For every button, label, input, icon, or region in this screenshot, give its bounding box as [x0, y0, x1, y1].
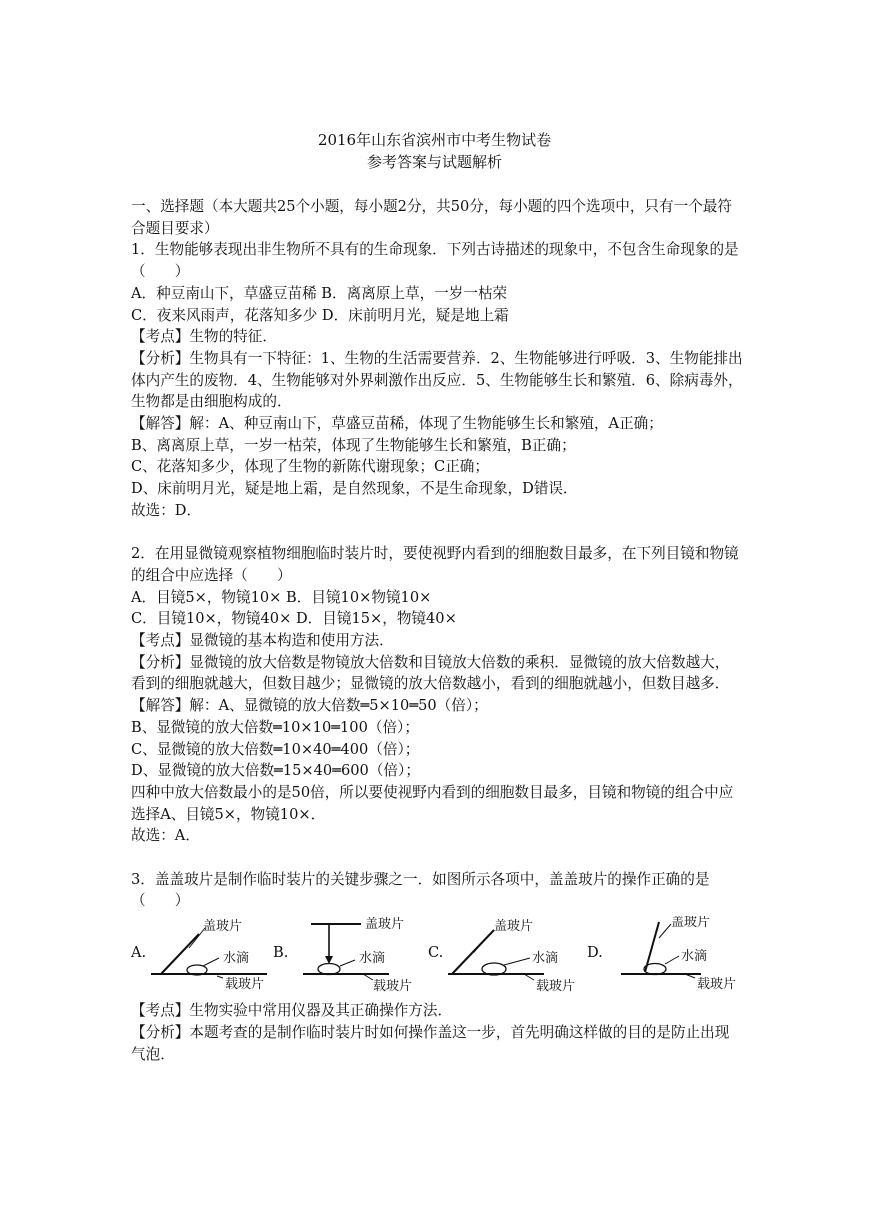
slide-label: 载玻片 — [697, 977, 737, 993]
q2-jieda-3: C、显微镜的放大倍数═10×40═400（倍）； — [131, 740, 420, 758]
q1-jieda-4: D、床前明月光，疑是地上霜，是自然现象，不是生命现象，D错误． — [131, 480, 578, 498]
spacer — [131, 522, 743, 544]
q2-options-line1: A．目镜5×，物镜10× B．目镜10×物镜10× — [131, 588, 432, 606]
option-letter: D. — [587, 944, 603, 962]
q1-jieda-2: B、离离原上草，一岁一枯荣，体现了生物能够生长和繁殖，B正确； — [131, 436, 576, 454]
q3-kaodian: 【考点】生物实验中常用仪器及其正确操作方法． — [131, 1002, 453, 1020]
q2-answer: 故选：A． — [131, 827, 200, 845]
coverslip-diagram-d — [601, 916, 746, 996]
coverslip-label: 盖玻片 — [365, 917, 405, 933]
q2-fenxi: 【分析】显微镜的放大倍数是物镜放大倍数和目镜放大倍数的乘积．显微镜的放大倍数越大，看到的细胞就越大，但数目越少；显微镜的放大倍数越小，看到的细胞就越小，但数目越多． — [131, 653, 730, 693]
q2-jieda-4: D、显微镜的放大倍数═15×40═600（倍）； — [131, 762, 420, 780]
slide-label: 载玻片 — [225, 977, 265, 993]
q1-stem: 1．生物能够表现出非生物所不具有的生命现象．下列古诗描述的现象中，不包含生命现象的是（ ） — [131, 241, 739, 281]
slide-label: 载玻片 — [373, 979, 413, 995]
q3-figure-option-d — [587, 916, 747, 996]
q1-kaodian: 【考点】生物的特征． — [131, 328, 277, 346]
q2-options-line2: C．目镜10×，物镜40× D．目镜15×，物镜40× — [131, 610, 457, 628]
q1-jieda-1: 【解答】解：A、种豆南山下，草盛豆苗稀，体现了生物能够生长和繁殖，A正确； — [131, 415, 663, 433]
q1-options-line2: C．夜来风雨声，花落知多少 D．床前明月光，疑是地上霜 — [131, 306, 509, 324]
q3-fenxi: 【分析】本题考查的是制作临时装片时如何操作盖这一步，首先明确这样做的目的是防止出现气泡． — [131, 1023, 730, 1063]
option-letter: C. — [428, 944, 444, 962]
q1-jieda-3: C、花落知多少，体现了生物的新陈代谢现象；C正确； — [131, 458, 489, 476]
q3-figure-option-a — [131, 916, 281, 996]
q3-figure-options — [131, 916, 743, 998]
section-heading: 一、选择题（本大题共25个小题，每小题2分，共50分，每小题的四个选项中，只有一个最符合题目要求） — [131, 198, 732, 237]
slide-label: 载玻片 — [536, 979, 576, 995]
q2-stem: 2．在用显微镜观察植物细胞临时装片时，要使视野内看到的细胞数目最多，在下列目镜和物镜的组合中应选择（ ） — [131, 545, 739, 584]
document-subtitle: 参考答案与试题解析 — [366, 153, 502, 171]
water-drop-label: 水滴 — [359, 951, 386, 967]
q1-fenxi: 【分析】生物具有一下特征：1、生物的生活需要营养．2、生物能够进行呼吸．3、生物能排出体内产生的废物．4、生物能够对外界刺激作出反应．5、生物能够生长和繁殖．6、除病毒外，生物都是由细胞构成的． — [131, 349, 743, 411]
q2-conclusion: 四种中放大倍数最小的是50倍，所以要使视野内看到的细胞数目最多，目镜和物镜的组合中应选择A、目镜5×，物镜10×． — [131, 783, 734, 823]
water-drop-label: 水滴 — [223, 951, 250, 967]
document-body — [131, 196, 743, 1065]
q1-answer: 故选：D． — [131, 501, 202, 519]
spacer — [131, 847, 743, 869]
q3-stem: 3．盖盖玻片是制作临时装片的关键步骤之一．如图所示各项中，盖盖玻片的操作正确的是（ ） — [131, 870, 710, 910]
coverslip-label: 盖玻片 — [494, 919, 534, 935]
q2-kaodian: 【考点】显微镜的基本构造和使用方法． — [131, 632, 394, 650]
document-title: 2016年山东省滨州市中考生物试卷 — [317, 131, 552, 149]
coverslip-label: 盖玻片 — [203, 919, 243, 935]
coverslip-diagram-b — [289, 916, 429, 996]
q2-jieda-1: 【解答】解：A、显微镜的放大倍数═5×10═50（倍）； — [131, 697, 488, 715]
option-letter: A. — [131, 944, 147, 962]
coverslip-label: 盖玻片 — [671, 916, 711, 931]
water-drop-label: 水滴 — [532, 951, 559, 967]
coverslip-diagram-a — [147, 916, 282, 996]
q2-jieda-2: B、显微镜的放大倍数═10×10═100（倍）； — [131, 718, 419, 736]
q3-figure-option-c — [428, 916, 578, 996]
q1-options-line1: A．种豆南山下，草盛豆苗稀 B．离离原上草，一岁一枯荣 — [131, 284, 508, 302]
water-drop-label: 水滴 — [681, 949, 708, 965]
coverslip-diagram-c — [444, 916, 589, 996]
option-letter: B. — [273, 944, 289, 962]
q3-figure-option-b — [273, 916, 423, 996]
